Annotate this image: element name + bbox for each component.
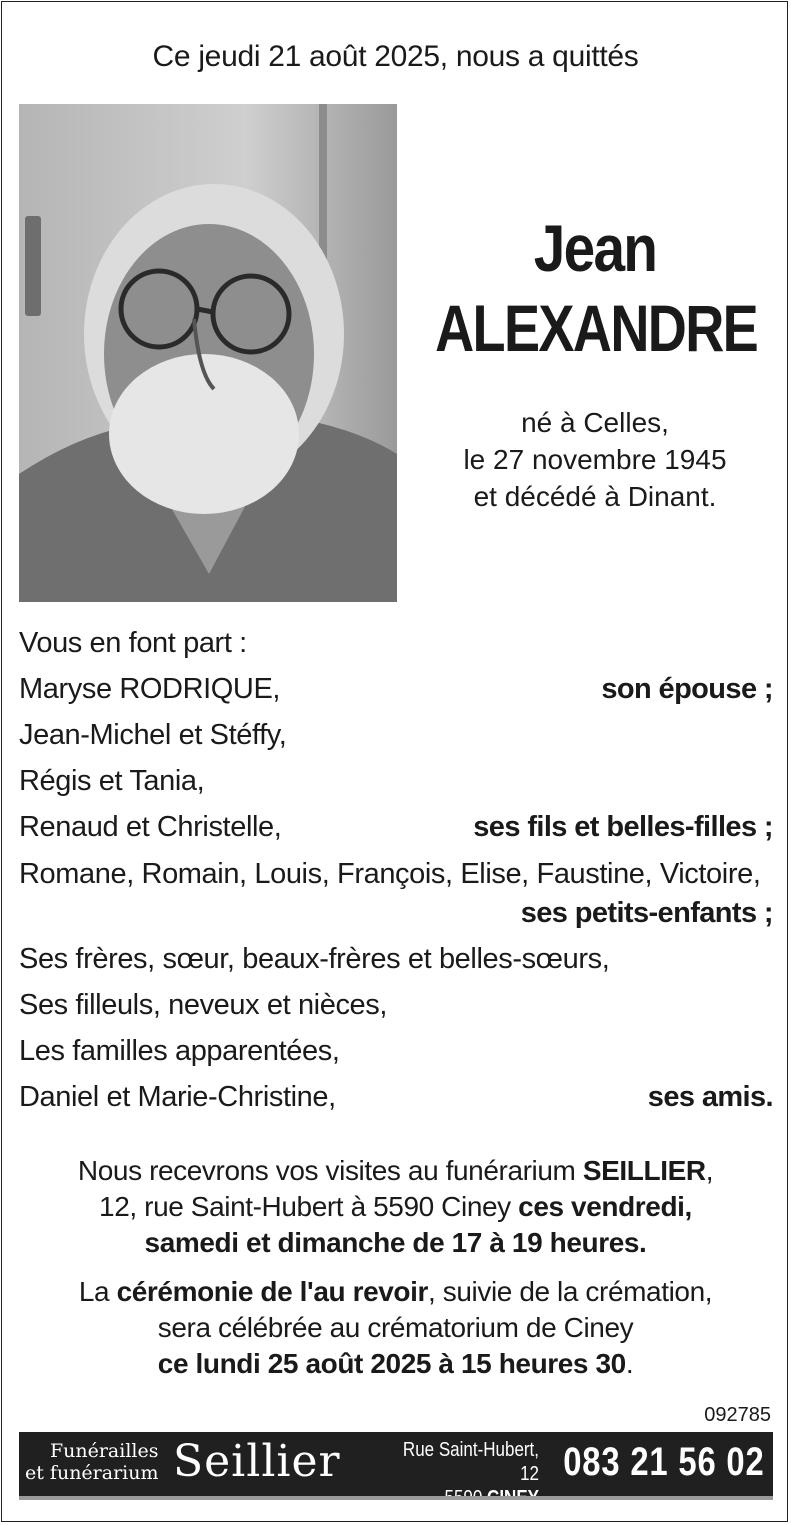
birth-line: né à Celles,: [521, 407, 669, 438]
banner-address: Rue Saint-Hubert, 12: [402, 1439, 539, 1485]
funeral-home-banner: [19, 1432, 773, 1496]
family-member: Renaud et Christelle,: [19, 811, 282, 843]
visit-times: samedi et dimanche de 17 à 19 heures.: [144, 1227, 647, 1258]
banner-label: Funérailles et funérarium: [25, 1440, 159, 1484]
ceremony-date: ce lundi 25 août 2025 à 15 heures 30: [157, 1348, 626, 1379]
family-member: Ses filleuls, neveux et nièces,: [19, 989, 388, 1021]
ceremony-line1: La cérémonie de l'au revoir, suivie de la crémation,: [78, 1276, 713, 1307]
first-name: Jean: [533, 211, 657, 285]
last-name: ALEXANDRE: [435, 291, 758, 365]
family-member: Ses frères, sœur, beaux-frères et belles-sœurs,: [19, 943, 610, 975]
family-member: Les familles apparentées,: [19, 1035, 340, 1067]
list-item: [19, 712, 773, 758]
list-item: [19, 1028, 773, 1074]
ceremony-line2: sera célébrée au crématorium de Ciney: [157, 1312, 634, 1343]
family-member: Régis et Tania,: [19, 765, 205, 797]
death-line: et décédé à Dinant.: [473, 481, 717, 512]
funeral-home-name: SEILLIER: [582, 1155, 706, 1186]
announcement: Ce jeudi 21 août 2025, nous a quittés: [152, 40, 639, 73]
family-member: Romane, Romain, Louis, François, Elise, Faustine, Victoire,: [19, 858, 761, 890]
ceremony-line3: ce lundi 25 août 2025 à 15 heures 30.: [157, 1348, 634, 1379]
family-member: Daniel et Marie-Christine,: [19, 1081, 336, 1113]
relation-label: ses fils et belles-filles ;: [473, 811, 773, 843]
list-item: [19, 1074, 773, 1120]
family-member: Jean-Michel et Stéffy,: [19, 719, 287, 751]
ceremony-info: [0, 1274, 791, 1382]
banner-shadow: [19, 1496, 773, 1500]
relation-label: ses amis.: [647, 1081, 773, 1113]
visits-line1: Nous recevrons vos visites au funérarium SEILLIER,: [77, 1155, 714, 1186]
list-item: [19, 890, 773, 936]
list-item: [19, 666, 773, 712]
relation-label: ses petits-enfants ;: [520, 897, 773, 929]
family-member: Maryse RODRIQUE,: [19, 673, 281, 705]
portrait-photo-icon: [19, 104, 397, 602]
banner-brand: Seillier: [173, 1436, 341, 1487]
list-item: [19, 804, 773, 850]
list-item: [19, 850, 773, 890]
visits-line2: 12, rue Saint-Hubert à 5590 Ciney ces vendredi,: [99, 1191, 692, 1222]
visits-info: [0, 1153, 791, 1261]
list-item: [19, 758, 773, 804]
visits-line3: [0, 1225, 791, 1261]
family-list: [19, 620, 773, 1120]
ceremony-name: cérémonie de l'au revoir: [116, 1276, 428, 1307]
birth-death-info: [400, 404, 790, 515]
visit-days: ces vendredi,: [518, 1191, 692, 1222]
intro-text: Vous en font part :: [19, 627, 247, 659]
reference-number: 092785: [704, 1404, 771, 1426]
list-item: [19, 620, 773, 666]
relation-label: son épouse ;: [601, 673, 773, 705]
list-item: [19, 982, 773, 1028]
birth-date-line: le 27 novembre 1945: [463, 444, 727, 475]
portrait-photo: [19, 104, 397, 602]
banner-phone: 083 21 56 02: [563, 1440, 765, 1484]
list-item: [19, 936, 773, 982]
